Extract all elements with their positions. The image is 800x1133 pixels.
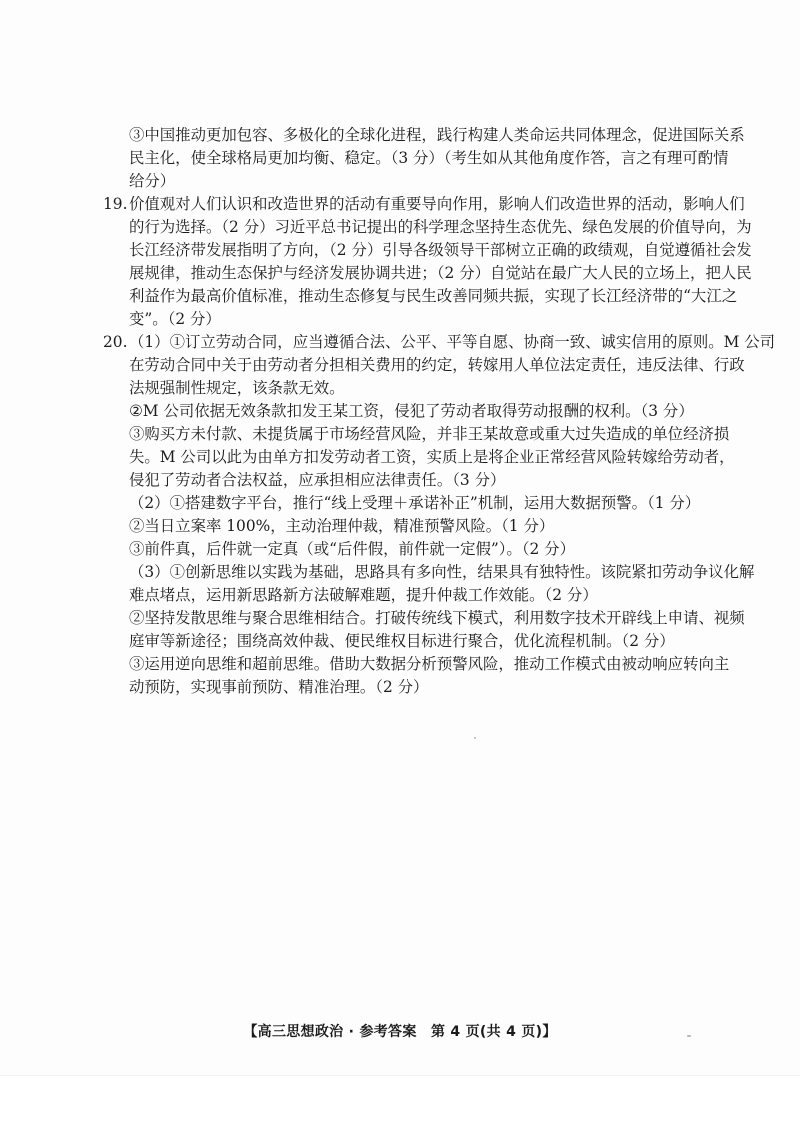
line-text: 给分）: [129, 172, 176, 190]
line-text: 法规强制性规定，该条款无效。: [129, 379, 345, 397]
line-text: ②当日立案率 100%，主动治理仲裁，精准预警风险。（1 分）: [129, 517, 555, 535]
text-line: [0, 515, 800, 538]
line-text: ②M 公司依据无效条款扣发王某工资，侵犯了劳动者取得劳动报酬的权利。（3 分）: [129, 402, 694, 420]
text-line: [0, 492, 800, 515]
line-text: ②坚持发散思维与聚合思维相结合。打破传统线下模式，利用数字技术开辟线上申请、视频: [129, 609, 745, 627]
text-line: [0, 653, 800, 676]
scan-bottom-margin: [0, 1075, 800, 1133]
text-line: [0, 584, 800, 607]
text-line: [0, 331, 800, 354]
line-text: （1）①订立劳动合同，应当遵循合法、公平、平等自愿、协商一致、诚实信用的原则。M 公司: [129, 333, 776, 351]
page-footer: 【高三思想政治 · 参考答案 第 4 页(共 4 页)】: [243, 1024, 557, 1040]
text-line: [0, 308, 800, 331]
line-text: （2）①搭建数字平台，推行“线上受理＋承诺补正”机制，运用大数据预警。（1 分）: [129, 494, 701, 512]
text-line: [0, 147, 800, 170]
line-text: 动预防，实现事前预防、精准治理。（2 分）: [129, 678, 429, 696]
text-line: [0, 216, 800, 239]
line-text: 在劳动合同中关于由劳动者分担相关费用的约定，转嫁用人单位法定责任，违反法律、行政: [129, 356, 745, 374]
text-line: [0, 630, 800, 653]
line-text: 民主化，使全球格局更加均衡、稳定。（3 分）（考生如从其他角度作答，言之有理可酌情: [129, 149, 729, 167]
text-line: [0, 193, 800, 216]
line-text: ③前件真，后件就一定真（或“后件假，前件就一定假”）。（2 分）: [129, 540, 575, 558]
text-line: [0, 538, 800, 561]
text-line: [0, 377, 800, 400]
scan-speck: [474, 737, 476, 739]
text-line: [0, 469, 800, 492]
text-line: [0, 124, 800, 147]
text-line: [0, 285, 800, 308]
line-text: ③中国推动更加包容、多极化的全球化进程，践行构建人类命运共同体理念，促进国际关系: [129, 126, 745, 144]
text-line: [0, 262, 800, 285]
line-text: 长江经济带发展指明了方向，（2 分）引导各级领导干部树立正确的政绩观，自觉遵循社会发: [129, 241, 752, 259]
question-number: 19.: [103, 195, 128, 213]
line-text: 利益作为最高价值标准，推动生态修复与民生改善同频共振，实现了长江经济带的“大江之: [129, 287, 738, 305]
line-text: 的行为选择。（2 分）习近平总书记提出的科学理念坚持生态优先、绿色发展的价值导向，为: [129, 218, 752, 236]
scan-speck: [687, 1035, 691, 1037]
line-text: 难点堵点，运用新思路新方法破解难题，提升仲裁工作效能。（2 分）: [129, 586, 598, 604]
text-line: [0, 170, 800, 193]
line-text: 展规律，推动生态保护与经济发展协调共进；（2 分）自觉站在最广大人民的立场上，把人民: [129, 264, 752, 282]
line-text: （3）①创新思维以实践为基础，思路具有多向性，结果具有独特性。该院紧扣劳动争议化解: [129, 563, 755, 581]
line-text: 庭审等新途径；围绕高效仲裁、便民维权目标进行聚合，优化流程机制。（2 分）: [129, 632, 675, 650]
line-text: 价值观对人们认识和改造世界的活动有重要导向作用，影响人们改造世界的活动，影响人们: [129, 195, 745, 213]
line-text: ③购买方未付款、未提货属于市场经营风险，并非王某故意或重大过失造成的单位经济损: [129, 425, 730, 443]
text-line: [0, 676, 800, 699]
text-line: [0, 423, 800, 446]
line-text: ③运用逆向思维和超前思维。借助大数据分析预警风险，推动工作模式由被动响应转向主: [129, 655, 730, 673]
text-line: [0, 239, 800, 262]
question-number: 20.: [103, 333, 128, 351]
text-line: [0, 607, 800, 630]
line-text: 侵犯了劳动者合法权益，应承担相应法律责任。（3 分）: [129, 471, 506, 489]
text-line: [0, 446, 800, 469]
line-text: 失。M 公司以此为由单方扣发劳动者工资，实质上是将企业正常经营风险转嫁给劳动者，: [129, 448, 735, 466]
answer-content: [0, 124, 800, 699]
text-line: [0, 354, 800, 377]
text-line: [0, 400, 800, 423]
line-text: 变”。（2 分）: [129, 310, 221, 328]
text-line: [0, 561, 800, 584]
